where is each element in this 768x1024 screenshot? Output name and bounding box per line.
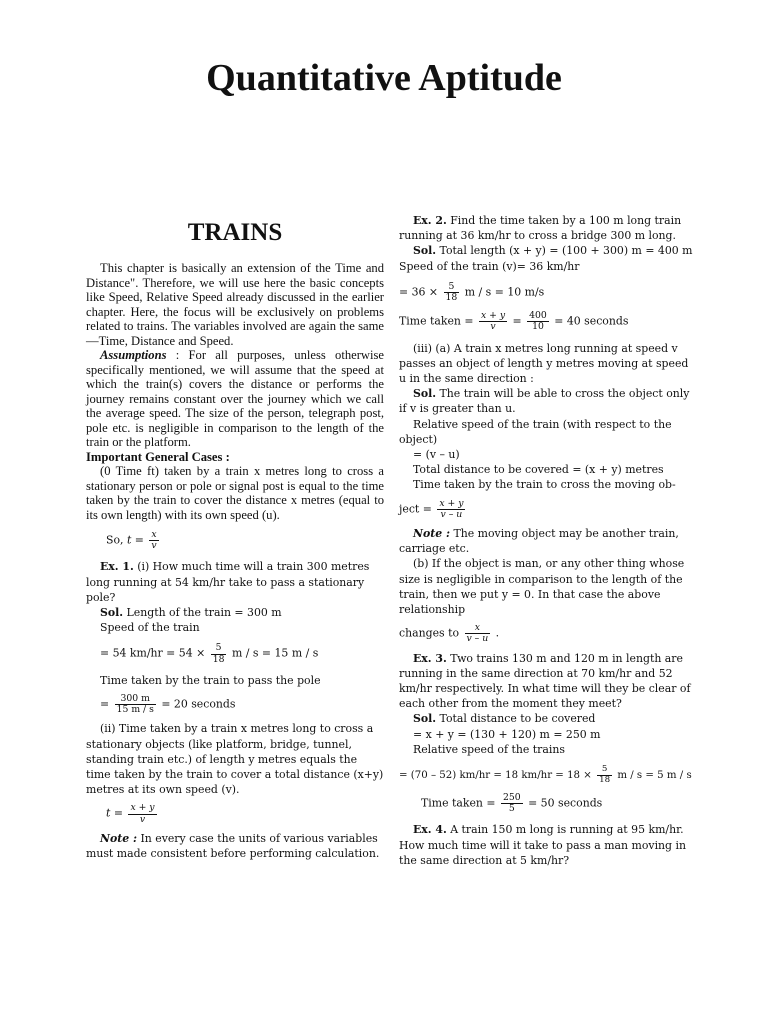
example-2-text: Find the time taken by a 100 m long train running at 36 km/hr to cross a bridge 300 m long.	[399, 214, 682, 243]
formula-1-denominator: v	[151, 540, 157, 552]
so-label: So,	[106, 533, 124, 547]
example-3-sol-label: Sol.	[413, 712, 437, 726]
note-2-label: Note :	[413, 526, 450, 540]
example-1-speed-denominator: 18	[212, 653, 225, 665]
formula-2-numerator: x + y	[130, 802, 155, 814]
formula-1-fraction	[149, 530, 158, 551]
section-heading: TRAINS	[187, 219, 283, 246]
example-3-solution-line-3: Relative speed of the trains	[413, 742, 565, 756]
example-1-time-label: Time taken by the train to pass the pole	[100, 673, 321, 687]
ject-formula-denominator: v – u	[440, 508, 463, 520]
example-3-time-numerator: 250	[502, 792, 521, 804]
ject-formula	[399, 499, 697, 520]
example-2-time-fraction-2	[527, 311, 549, 332]
example-3-text: Two trains 130 m and 120 m in length are running in the same direction at 70 km/hr and 52 km/hr respectively. In what time will they be clear of each other from the moment they meet?	[399, 651, 691, 711]
example-3-sol-text: Total distance to be covered	[439, 712, 596, 726]
example-3-time-prefix: Time taken =	[421, 796, 496, 810]
example-1-solution-line-1	[86, 605, 384, 620]
formula-2-fraction	[128, 803, 156, 824]
right-column	[399, 213, 697, 868]
changes-formula-prefix: changes to	[399, 626, 460, 640]
example-2-time-denominator-2: 10	[532, 321, 544, 333]
example-1-time-formula	[86, 694, 384, 715]
ject-formula-numerator: x + y	[439, 497, 464, 509]
case-3a-sol-label: Sol.	[413, 387, 437, 401]
example-1-time-denominator: 15 m / s	[116, 704, 154, 716]
changes-formula-denominator: v – u	[466, 633, 489, 645]
case-1-text: (0 Time ft) taken by a train x metres long to cross a stationary person or pole or signal post is equal to the time taken by the train to cover the distance x metres (equal to its own length) with its own speed (u).	[86, 464, 384, 522]
example-2-time-numerator-1: x + y	[480, 310, 506, 322]
example-1-time-prefix: =	[100, 697, 110, 711]
example-3-time-denominator: 5	[508, 803, 515, 815]
formula-1	[86, 530, 384, 551]
example-3-speed-suffix: m / s = 5 m / s	[617, 770, 692, 782]
example-2-speed-suffix: m / s = 10 m/s	[464, 285, 545, 299]
note-paragraph	[86, 831, 384, 861]
example-3-solution-line-2: = x + y = (130 + 120) m = 250 m	[413, 727, 601, 741]
case-3a-sol-text: The train will be able to cross the object only if v is greater than u.	[399, 387, 690, 416]
example-4-text: A train 150 m long is running at 95 km/hr. How much time will it take to pass a man moving in the same direction at 5 km/hr?	[399, 823, 686, 867]
example-2-speed-formula	[399, 282, 697, 303]
example-1-speed-fraction	[211, 643, 227, 664]
changes-formula-suffix: .	[495, 626, 500, 640]
example-1-text: (i) How much time will a train 300 metres long running at 54 km/hr take to pass a stationary pole?	[86, 560, 370, 604]
example-1-question	[86, 559, 384, 605]
example-2-speed-fraction	[444, 282, 460, 303]
assumptions-text: : For all purposes, unless otherwise specifically mentioned, we will assume that the speed at which the train(s) covers the distance or performs the journey remains constant over the journey which we call the average speed. The size of the person, telegraph post, pole etc. is negligible in comparison to the length of the train or the platform.	[86, 348, 384, 449]
example-2-label: Ex. 2.	[413, 214, 447, 227]
assumptions-paragraph	[86, 348, 384, 450]
example-2-time-prefix: Time taken =	[399, 314, 474, 328]
note-text: In every case the units of various variables must made consistent before performing calculation.	[86, 831, 380, 860]
formula-2	[86, 803, 384, 824]
formula-1-lhs: t =	[126, 533, 144, 547]
case-3a-text: (iii) (a) A train x metres long running at speed v passes an object of length y metres moving at speed u in the same direction :	[399, 341, 689, 385]
example-2-time-equals: =	[512, 314, 522, 328]
example-1-time-fraction	[115, 694, 156, 715]
page-title: Quantitative Aptitude	[206, 57, 562, 99]
example-2-time-formula	[399, 311, 697, 332]
example-1-label: Ex. 1.	[100, 560, 134, 574]
example-3-speed-formula	[399, 765, 697, 785]
example-3-speed-prefix: = (70 – 52) km/hr = 18 km/hr = 18 ×	[399, 770, 592, 782]
example-2-time-fraction-1	[479, 311, 507, 332]
example-2-sol-label: Sol.	[413, 244, 437, 258]
example-2-question	[399, 213, 697, 243]
example-3-question	[399, 651, 697, 712]
example-3-time-suffix: = 50 seconds	[528, 796, 603, 810]
example-1-speed-numerator: 5	[211, 643, 227, 654]
changes-formula-numerator: x	[465, 623, 491, 634]
example-1-speed-suffix: m / s = 15 m / s	[231, 647, 319, 661]
example-2-time-suffix: = 40 seconds	[554, 314, 629, 328]
example-2-speed-prefix: = 36 ×	[399, 285, 439, 299]
note-2-text: The moving object may be another train, carriage etc.	[399, 526, 679, 556]
example-3-speed-numerator: 5	[597, 765, 612, 776]
example-3-time-formula	[399, 793, 697, 814]
example-3-solution-line-1	[399, 711, 697, 726]
example-1-sol-text: Length of the train = 300 m	[126, 605, 282, 619]
ject-formula-fraction	[437, 499, 465, 520]
total-distance-text: Total distance to be covered = (x + y) metres	[413, 463, 664, 477]
example-2-solution-line-2: Speed of the train (v)= 36 km/hr	[399, 259, 580, 273]
changes-formula-fraction	[465, 623, 491, 644]
formula-1-numerator: x	[149, 530, 158, 541]
example-1-time-numerator: 300 m	[115, 694, 156, 705]
relative-speed-value: = (v – u)	[413, 447, 460, 461]
example-1-speed-prefix: = 54 km/hr = 54 ×	[100, 647, 206, 661]
example-1-sol-label: Sol.	[100, 605, 124, 619]
relative-speed-text: Relative speed of the train (with respect to the object)	[399, 417, 672, 446]
case-3a-solution	[399, 386, 697, 416]
example-2-sol-text: Total length (x + y) = (100 + 300) m = 400 m	[439, 244, 693, 258]
example-1-solution-line-2: Speed of the train	[100, 621, 200, 635]
example-2-time-denominator-1: v	[490, 321, 496, 333]
example-4-question	[399, 822, 697, 868]
time-moving-text: Time taken by the train to cross the moving ob-	[413, 478, 676, 492]
formula-2-lhs: t =	[106, 807, 123, 821]
example-3-label: Ex. 3.	[413, 651, 447, 665]
example-2-speed-numerator: 5	[444, 282, 460, 293]
intro-paragraph: This chapter is basically an extension of the Time and Distance". Therefore, we will use here the basic concepts like Speed, Relative Speed already discussed in the earlier chapter. Here, the focus will be exclusively on problems related to trains. The variables involved are again the same—Time, Distance and Speed.	[86, 261, 384, 348]
assumptions-label: Assumptions	[100, 348, 167, 362]
case-2-text: (ii) Time taken by a train x metres long to cross a stationary objects (like platform, bridge, tunnel, standing train etc.) of length y metres equals the time taken by the train to cover a total distance (x+y) metres at its own speed (v).	[86, 722, 384, 797]
example-2-time-numerator-2: 400	[529, 310, 547, 322]
example-2-solution-line-1	[399, 243, 697, 258]
left-column	[86, 215, 384, 861]
example-2-speed-denominator: 18	[445, 292, 458, 303]
example-1-speed-formula	[86, 643, 384, 664]
case-3b-text: (b) If the object is man, or any other thing whose size is negligible in comparison to the length of the train, then we put y = 0. In that case the above relationship	[399, 557, 685, 616]
example-3-speed-denominator: 18	[599, 774, 611, 785]
note-label: Note :	[100, 831, 137, 845]
cases-heading: Important General Cases :	[86, 449, 230, 464]
example-4-label: Ex. 4.	[413, 823, 447, 837]
changes-formula	[399, 623, 697, 644]
note-2-paragraph	[399, 526, 697, 556]
example-3-time-fraction	[501, 793, 523, 814]
example-3-speed-fraction	[597, 765, 612, 785]
ject-formula-prefix: ject =	[399, 502, 432, 516]
example-1-time-suffix: = 20 seconds	[161, 697, 236, 711]
formula-2-denominator: v	[139, 813, 146, 825]
